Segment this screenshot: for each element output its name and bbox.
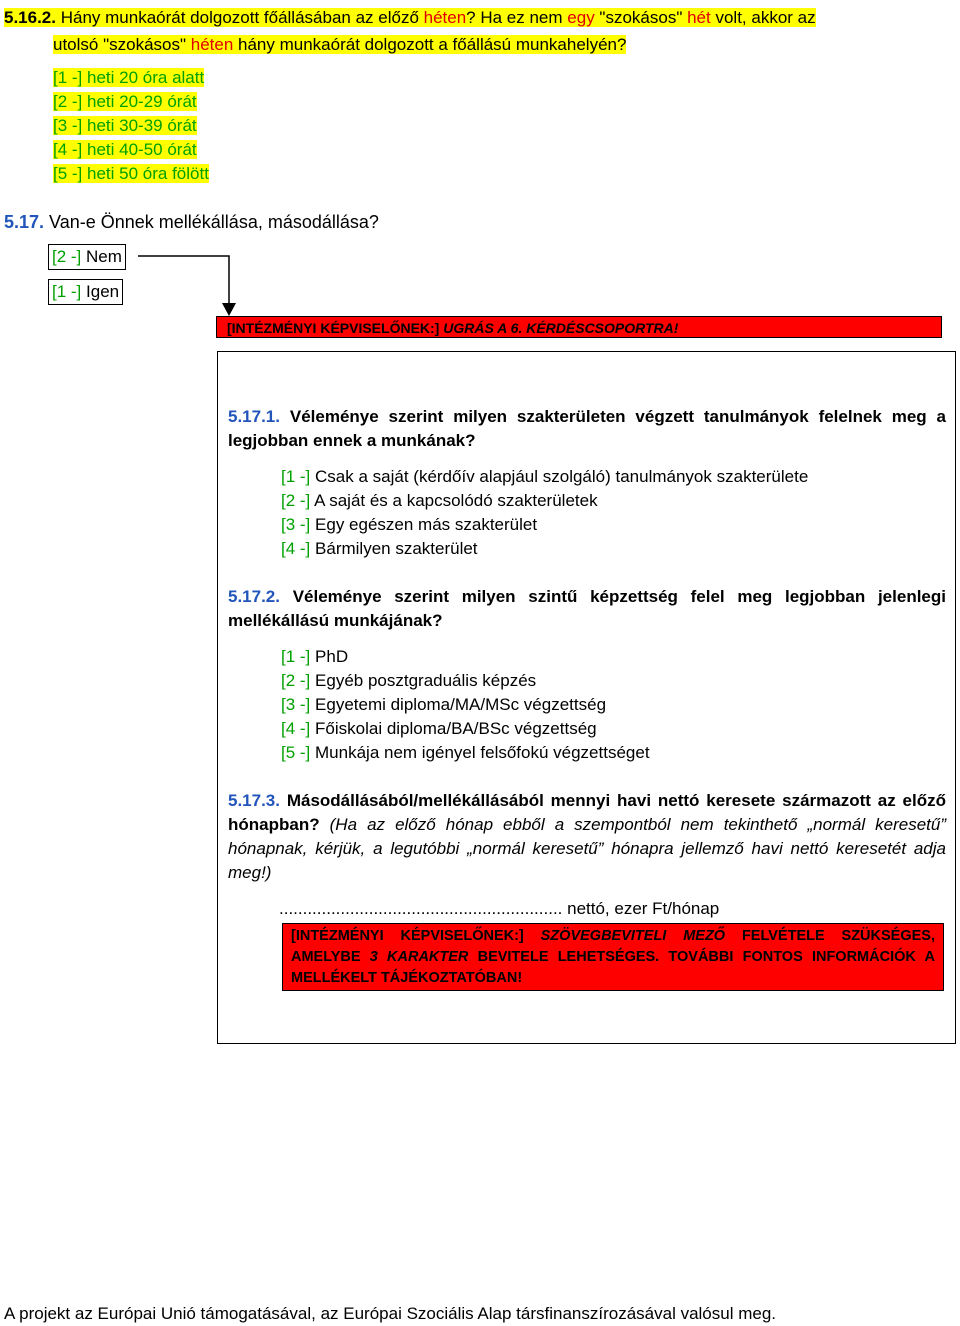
question-5171 — [228, 405, 946, 453]
question-text-part: ? Ha ez nem — [466, 8, 568, 27]
option-label: A saját és a kapcsolódó szakterületek — [310, 491, 598, 510]
option-code: [4 -] — [281, 539, 311, 558]
question-text-emphasis: egy — [567, 8, 595, 27]
instruction-text: FELVÉTELE SZÜKSÉGES, AMELYBE — [291, 928, 935, 965]
option-label: heti 20 óra alatt — [82, 68, 205, 87]
question-text-part: volt, akkor az — [710, 8, 816, 27]
option-label: Csak a saját (kérdőív alapjául szolgáló) tanulmányok szakterülete — [310, 467, 809, 486]
option-label: Bármilyen szakterület — [310, 539, 478, 558]
option-code: [2 -] — [281, 671, 311, 690]
option-label: Főiskolai diploma/BA/BSc végzettség — [310, 719, 597, 738]
option-code: [3 -] — [281, 515, 311, 534]
question-text: Másodállásából/mellékállásából mennyi havi nettó keresete származott az előző hónapban? — [228, 791, 946, 834]
instruction-text: BEVITELE LEHETSÉGES. TOVÁBBI FONTOS INFORMÁCIÓK A MELLÉKELT TÁJÉKOZTATÓBAN! — [291, 949, 935, 986]
option-code: [2 -] — [52, 247, 82, 266]
option-code: [3 -] — [281, 695, 311, 714]
question-text-part: utolsó "szokásos" — [53, 35, 191, 54]
option-code: [1 -] — [281, 647, 311, 666]
option-label: Egyetemi diploma/MA/MSc végzettség — [310, 695, 607, 714]
question-text: Véleménye szerint milyen szakterületen végzett tanulmányok felelnek meg a legjobban ennek a munkának? — [228, 407, 946, 450]
skip-arrow — [0, 0, 960, 330]
option-label: PhD — [310, 647, 349, 666]
option-5171-1[interactable] — [281, 465, 808, 489]
question-5173 — [228, 789, 946, 885]
option-code: [1 -] — [281, 467, 311, 486]
option-5171-4[interactable] — [281, 537, 478, 561]
income-input-line[interactable]: ............................................................ nettó, ezer Ft/hónap — [279, 899, 720, 918]
question-text: Van-e Önnek mellékállása, másodállása? — [44, 212, 379, 232]
option-code: [4 -] — [53, 140, 83, 159]
option-label: Nem — [81, 247, 122, 266]
option-code: [5 -] — [281, 743, 311, 762]
question-text-part: "szokásos" — [594, 8, 688, 27]
option-label: heti 40-50 órát — [82, 140, 197, 159]
question-text-part: Hány munkaórát dolgozott főállásában az előző — [56, 8, 424, 27]
page-footer: A projekt az Európai Unió támogatásával, az Európai Szociális Alap társfinanszírozásával valósul meg. — [4, 1304, 777, 1323]
question-text-emphasis: héten — [190, 35, 234, 54]
option-label: Egyéb posztgraduális képzés — [310, 671, 537, 690]
option-code: [1 -] — [53, 68, 83, 87]
question-number: 5.17.3. — [228, 791, 280, 810]
question-number: 5.16.2. — [4, 8, 56, 27]
option-5172-5[interactable] — [281, 741, 650, 765]
option-label: Munkája nem igényel felsőfokú végzettséget — [310, 743, 650, 762]
option-5172-3[interactable] — [281, 693, 606, 717]
option-code: [1 -] — [52, 282, 82, 301]
skip-instruction-prefix: [INTÉZMÉNYI KÉPVISELŐNEK:] — [227, 320, 440, 336]
option-label: Egy egészen más szakterület — [310, 515, 538, 534]
option-code: [5 -] — [53, 164, 83, 183]
option-5172-1[interactable] — [281, 645, 348, 669]
question-number: 5.17. — [4, 212, 45, 232]
question-text-part: hány munkaórát dolgozott a főállású munkahelyén? — [233, 35, 627, 54]
option-5171-2[interactable] — [281, 489, 598, 513]
option-5171-3[interactable] — [281, 513, 537, 537]
question-number: 5.17.2. — [228, 587, 280, 606]
option-label: heti 30-39 órát — [82, 116, 197, 135]
question-5172 — [228, 585, 946, 633]
skip-instruction-text: UGRÁS A 6. KÉRDÉSCSOPORTRA! — [439, 320, 679, 336]
question-text: Véleménye szerint milyen szintű képzettség felel meg legjobban jelenlegi mellékállású munkájának? — [228, 587, 946, 630]
question-number: 5.17.1. — [228, 407, 280, 426]
question-instruction: (Ha az előző hónap ebből a szempontból nem tekinthető „normál keresetű” hónapnak, kérjük, a legutóbbi „normál keresetű” hónapra jellemző havi nettó keresetét adja meg!) — [228, 815, 946, 882]
option-5172-2[interactable] — [281, 669, 536, 693]
option-label: heti 20-29 órát — [82, 92, 197, 111]
option-code: [3 -] — [53, 116, 83, 135]
instruction-italic: SZÖVEGBEVITELI MEZŐ — [540, 928, 726, 944]
skip-instruction-bar — [216, 316, 942, 338]
text-field-instruction-bar — [282, 923, 944, 991]
instruction-italic: 3 KARAKTER — [369, 949, 469, 965]
option-code: [2 -] — [281, 491, 311, 510]
question-text-emphasis: héten — [423, 8, 467, 27]
option-code: [2 -] — [53, 92, 83, 111]
question-text-emphasis: hét — [687, 8, 711, 27]
instruction-prefix: [INTÉZMÉNYI KÉPVISELŐNEK:] — [291, 928, 541, 944]
option-label: heti 50 óra fölött — [82, 164, 209, 183]
option-5172-4[interactable] — [281, 717, 597, 741]
option-code: [4 -] — [281, 719, 311, 738]
option-label: Igen — [81, 282, 120, 301]
